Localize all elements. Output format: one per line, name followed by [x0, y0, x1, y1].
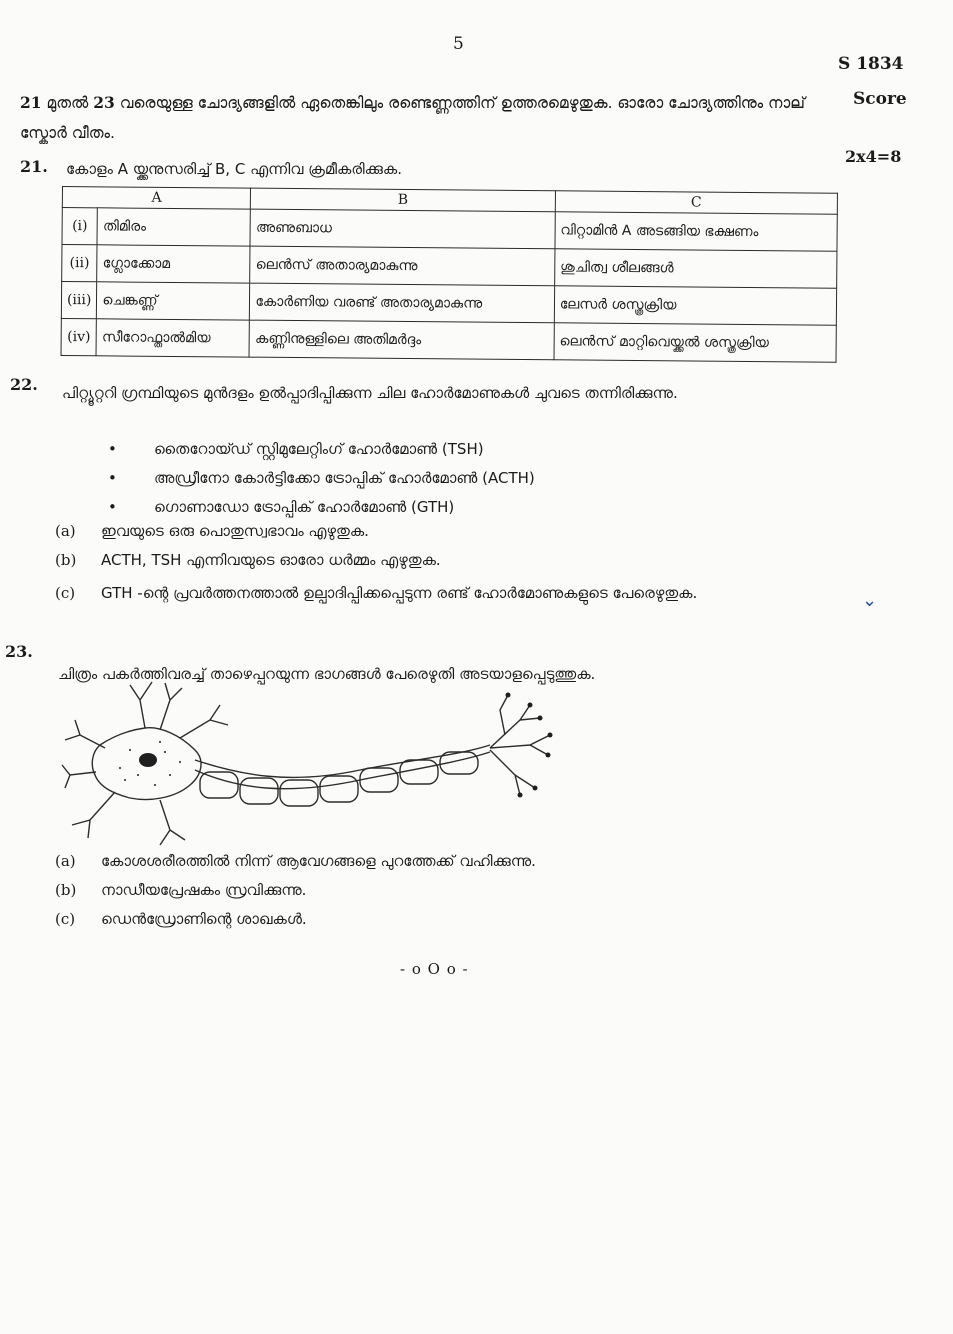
marks-allocation: 2x4=8: [845, 147, 902, 166]
sub-label: (a): [55, 852, 76, 870]
column-a-header: A: [62, 187, 251, 210]
row-number: (iv): [61, 318, 97, 355]
myelin-segment: [240, 778, 278, 804]
myelin-segment: [280, 780, 318, 806]
cell-a: തിമിരം: [97, 208, 250, 246]
question-21-number: 21.: [20, 157, 48, 176]
instruction-part2: വരെയുള്ള ചോദ്യങ്ങളിൽ ഏതെങ്കിലും രണ്ടെണ്ണത്തിന് ഉത്തരമെഴുതുക. ഓരോ ചോദ്യത്തിനും നാല് സ്കോർ വീതം.: [20, 94, 805, 142]
myelin-segment: [360, 768, 398, 792]
question-23-number: 23.: [5, 642, 33, 661]
cell-c: വിറ്റാമിൻ A അടങ്ങിയ ഭക്ഷണം: [555, 212, 837, 251]
sub-question: [55, 910, 307, 928]
sub-question: [55, 551, 441, 569]
sub-question: [55, 522, 369, 540]
paper-code: S 1834: [838, 54, 904, 74]
question-22-text: പിറ്റ്യൂറ്ററി ഗ്രന്ഥിയുടെ മുൻദളം ഉൽപ്പാദിപ്പിക്കുന്ന ചില ഹോർമോണുകൾ ചുവടെ തന്നിരിക്കുന്നു.: [62, 384, 678, 402]
cell-a: ചെങ്കണ്ണ്: [97, 282, 250, 320]
axon: [195, 752, 490, 789]
sub-text: ഡെൻഡ്രോണിന്റെ ശാഖകൾ.: [101, 910, 307, 928]
axon-terminal: [490, 750, 535, 795]
dendrite: [72, 792, 115, 838]
dendrite: [130, 682, 152, 728]
tick-mark-icon: ⌄: [862, 590, 878, 611]
cell-c: ലെൻസ് മാറ്റിവെയ്ക്കൽ ശസ്ത്രക്രിയ: [554, 323, 836, 362]
question-21-text: കോളം A യ്ക്കനുസരിച്ച് B, C എന്നിവ ക്രമീകരിക്കുക.: [66, 160, 403, 178]
bullet-icon: •: [108, 498, 117, 516]
sub-text: ഇവയുടെ ഒരു പൊതുസ്വഭാവം എഴുതുക.: [101, 522, 369, 540]
sub-question: [55, 852, 536, 870]
dendrite: [160, 683, 182, 730]
instruction-part1: മുതൽ: [41, 94, 94, 112]
list-item-text: അഡ്രീനോ കോർട്ടിക്കോ ട്രോപ്പിക് ഹോർമോൺ (ACTH): [154, 469, 535, 487]
bullet-icon: •: [108, 469, 117, 487]
neuron-diagram: [60, 680, 570, 850]
sub-label: (b): [55, 881, 77, 899]
cell-a: സീറോഫ്താൽമിയ: [96, 319, 249, 357]
cell-b: കണ്ണിനുള്ളിലെ അതിമർദ്ദം: [249, 320, 554, 360]
cell-b: കോർണിയ വരണ്ട് അതാര്യമാകുന്നു: [250, 283, 555, 323]
axon-terminal: [490, 735, 550, 755]
page-number: 5: [453, 34, 464, 54]
hormone-list: [108, 440, 535, 527]
section-instruction: [20, 88, 830, 148]
axon-terminal: [500, 695, 508, 735]
myelin-segment: [200, 772, 238, 798]
sub-text: കോശശരീരത്തിൽ നിന്ന് ആവേഗങ്ങളെ പുറത്തേക്ക് വഹിക്കുന്നു.: [101, 852, 536, 870]
list-item: [108, 469, 535, 498]
column-b-header: B: [251, 188, 556, 212]
sub-label: (c): [55, 910, 76, 928]
sub-text: GTH -ന്റെ പ്രവർത്തനത്താൽ ഉല്പാദിപ്പിക്കപ്പെടുന്ന രണ്ട് ഹോർമോണുകളുടെ പേരെഴുതുക.: [101, 584, 698, 602]
list-item-text: ഗൊണാഡോ ട്രോപ്പിക് ഹോർമോൺ (GTH): [154, 498, 455, 516]
dendrite: [62, 765, 96, 788]
nucleus: [139, 753, 157, 767]
cell-b: ലെൻസ് അതാര്യമാകുന്നു: [250, 246, 555, 286]
sub-question: [55, 580, 845, 606]
bullet-icon: •: [108, 440, 117, 458]
table-row: [61, 318, 836, 362]
myelin-segment: [320, 776, 358, 802]
sub-question: [55, 881, 306, 899]
dendrite: [160, 800, 185, 845]
cell-c: ശുചിത്വ ശീലങ്ങൾ: [554, 249, 836, 288]
cell-c: ലേസർ ശസ്ത്രക്രിയ: [554, 286, 836, 325]
sub-text: നാഡീയപ്രേഷകം സ്രവിക്കുന്നു.: [101, 881, 307, 899]
question-22-number: 22.: [10, 375, 38, 394]
myelin-segment: [400, 760, 438, 784]
dendrite: [65, 720, 105, 748]
dendrite: [180, 705, 228, 738]
range-start: 21: [20, 93, 42, 112]
score-label: Score: [853, 89, 907, 109]
column-c-header: C: [555, 191, 837, 214]
range-end: 23: [93, 93, 115, 112]
end-mark: - o O o -: [400, 960, 469, 978]
cell-a: ഗ്ലോക്കോമ: [97, 245, 250, 283]
sub-label: (b): [55, 551, 77, 569]
matching-table: [61, 186, 838, 363]
row-number: (i): [62, 208, 98, 245]
axon-terminal: [490, 705, 540, 748]
sub-text: ACTH, TSH എന്നിവയുടെ ഓരോ ധർമ്മം എഴുതുക.: [101, 551, 441, 569]
sub-label: (a): [55, 522, 76, 540]
row-number: (iii): [61, 282, 97, 319]
cell-b: അണുബാധ: [250, 209, 555, 249]
question-23-text: ചിത്രം പകർത്തിവരച്ച് താഴെപ്പറയുന്ന ഭാഗങ്ങൾ പേരെഴുതി അടയാളപ്പെടുത്തുക.: [58, 665, 596, 683]
row-number: (ii): [62, 245, 98, 282]
list-item-text: തൈറോയ്ഡ് സ്റ്റിമുലേറ്റിംഗ് ഹോർമോൺ (TSH): [154, 440, 484, 458]
sub-label: (c): [55, 584, 76, 602]
list-item: [108, 440, 535, 469]
